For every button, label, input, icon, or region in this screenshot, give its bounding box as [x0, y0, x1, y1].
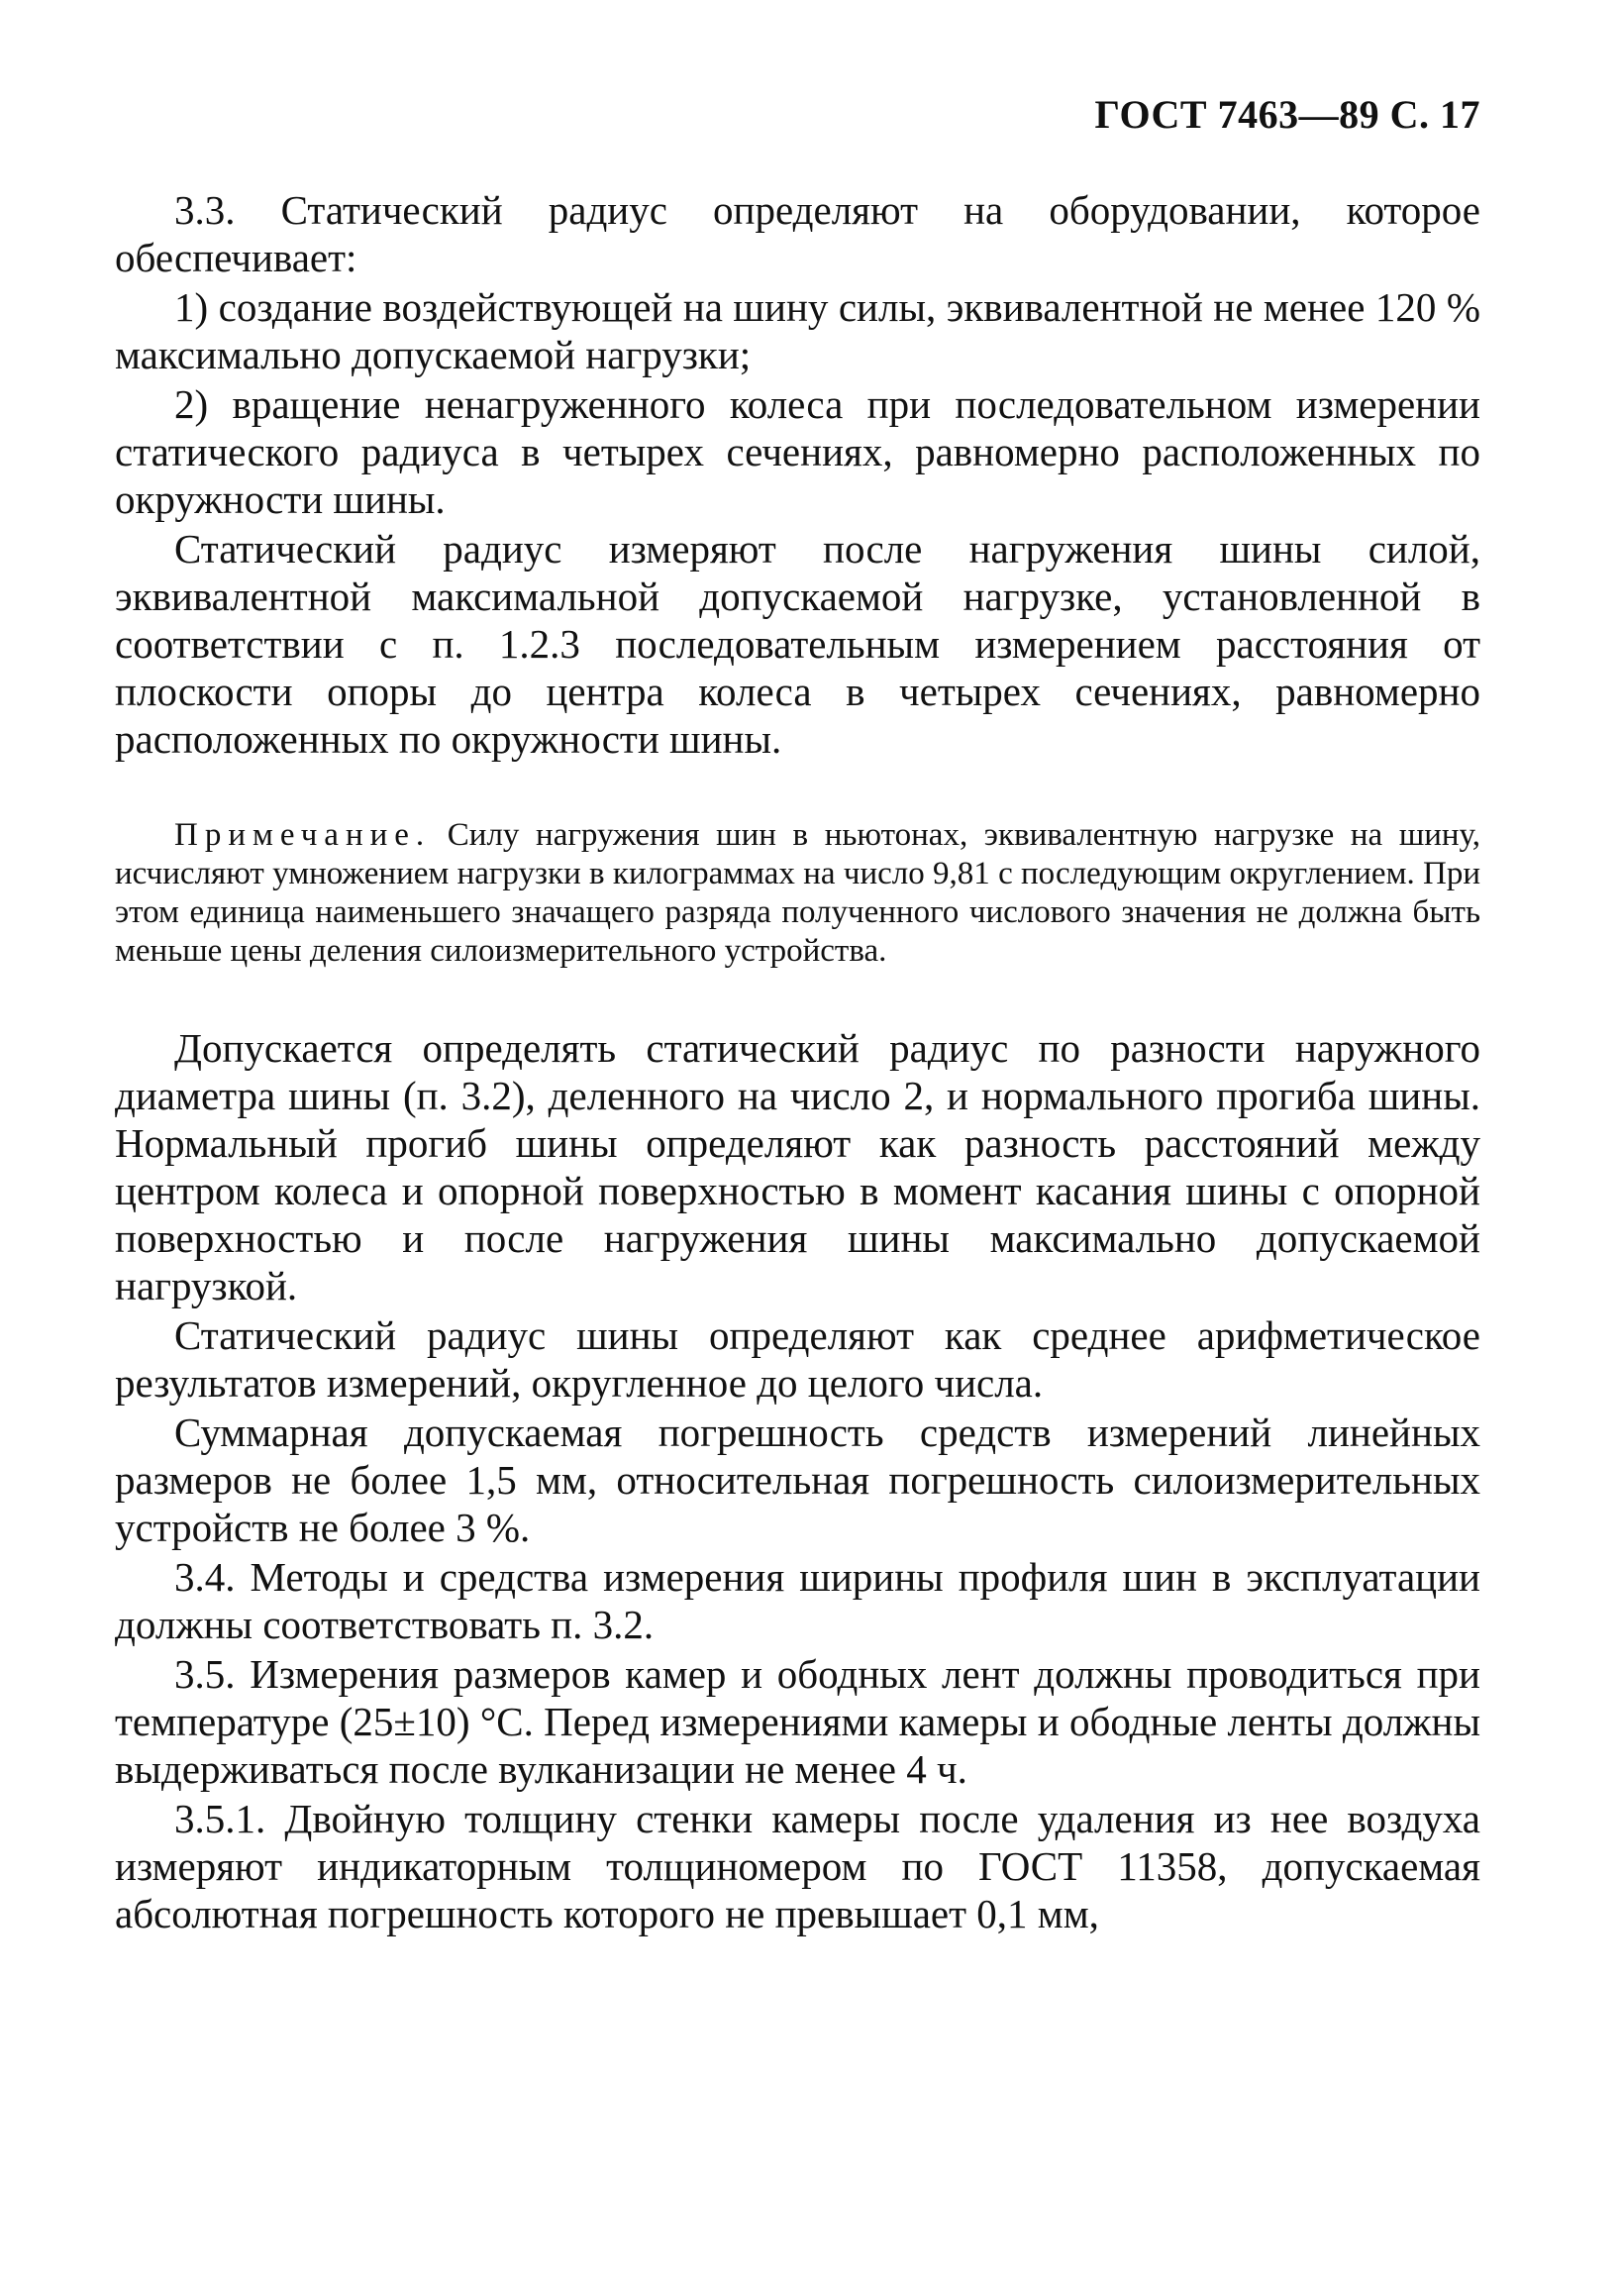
paragraph-measurement: Статический радиус измеряют после нагружения шины силой, эквивалентной максимальной допускаемой нагрузке, установленной в соответствии с п. 1.2.3 последовательным измерением расстояния от плоскости опоры до центра колеса в четырех сечениях, равномерно расположенных по окружности шины. [115, 526, 1480, 762]
paragraph-error: Суммарная допускаемая погрешность средств измерений линейных размеров не более 1,5 мм, относительная погрешность силоизмерительных устройств не более 3 %. [115, 1409, 1480, 1550]
note-block [115, 816, 1480, 971]
paragraph-item-1: 1) создание воздействующей на шину силы, эквивалентной не менее 120 % максимально допускаемой нагрузки; [115, 284, 1480, 377]
paragraph-3-3: 3.3. Статический радиус определяют на оборудовании, которое обеспечивает: [115, 187, 1480, 280]
document-body [115, 186, 1480, 1939]
paragraph-average: Статический радиус шины определяют как среднее арифметическое результатов измерений, округленное до целого числа. [115, 1312, 1480, 1406]
paragraph-3-5: 3.5. Измерения размеров камер и ободных лент должны проводиться при температуре (25±10) °С. Перед измерениями камеры и ободные ленты должны выдерживаться после вулканизации не менее 4 ч. [115, 1651, 1480, 1792]
page-header: ГОСТ 7463—89 С. 17 [1094, 92, 1480, 137]
paragraph-3-4: 3.4. Методы и средства измерения ширины профиля шин в эксплуатации должны соответствовать п. 3.2. [115, 1554, 1480, 1647]
paragraph-alternative-method: Допускается определять статический радиус по разности наружного диаметра шины (п. 3.2), деленного на число 2, и нормального прогиба шины. Нормальный прогиб шины определяют как разность расстояний между центром колеса и опорной поверхностью в момент касания шины с опорной поверхностью и после нагружения шины максимально допускаемой нагрузкой. [115, 1025, 1480, 1308]
paragraph-3-5-1: 3.5.1. Двойную толщину стенки камеры после удаления из нее воздуха измеряют индикаторным толщиномером по ГОСТ 11358, допускаемая абсолютная погрешность которого не превышает 0,1 мм, [115, 1796, 1480, 1936]
note-text: Силу нагружения шин в ньютонах, эквивалентную нагрузке на шину, исчисляют умножением нагрузки в килограммах на число 9,81 с последующим округлением. При этом единица наименьшего значащего разряда полученного числового значения не должна быть меньше цены деления силоизмерительного устройства. [115, 817, 1480, 969]
note-label: Примечание. [174, 817, 432, 853]
paragraph-item-2: 2) вращение ненагруженного колеса при последовательном измерении статического радиуса в четырех сечениях, равномерно расположенных по окружности шины. [115, 381, 1480, 522]
